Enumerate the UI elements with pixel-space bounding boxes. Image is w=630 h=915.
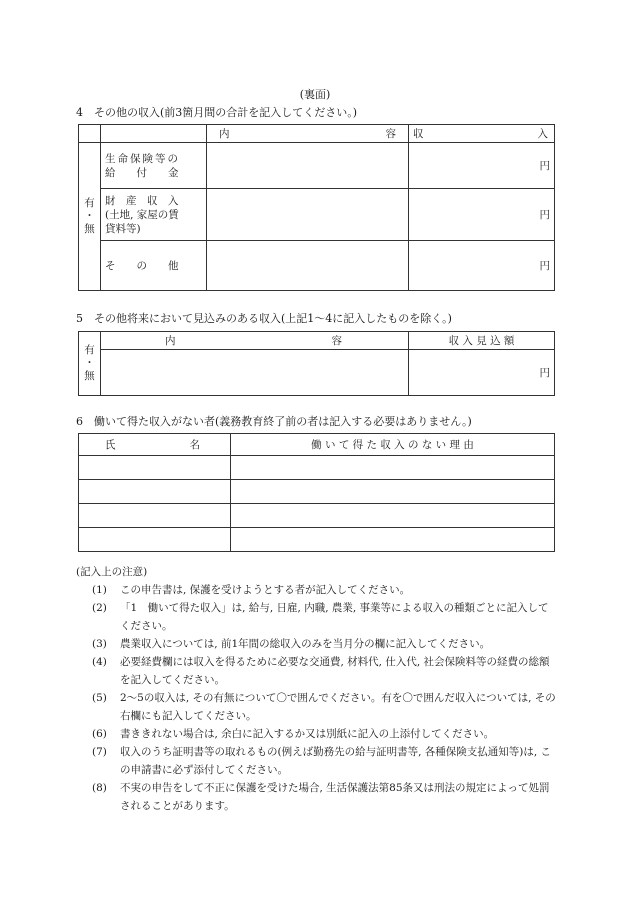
section6-heading: 6 働いて得た収入がない者(義務教育終了前の者は記入する必要はありません。) xyxy=(76,415,472,428)
section6-reason-cell[interactable] xyxy=(231,480,555,504)
section6-reason-cell[interactable] xyxy=(231,504,555,528)
section4-property-amount-cell[interactable] xyxy=(409,189,555,241)
section5-content-cell[interactable] xyxy=(101,350,409,396)
note-item: (3) 農業収入については, 前1年間の総収入のみを当月分の欄に記入してください。 xyxy=(92,638,491,650)
note-item: (4) 必要経費欄には収入を得るために必要な交通費, 材料代, 仕入代, 社会保険料等の経費の総額を記入してください。 xyxy=(92,656,550,686)
note-item: (7) 収入のうち証明書等の取れるもの(例えば勤務先の給与証明書等, 各種保険支払通知等)は, この申請書に必ず添付してください。 xyxy=(92,746,552,776)
notes-section xyxy=(78,563,558,815)
note-item: (1) この申告書は, 保護を受けようとする者が記入してください。 xyxy=(92,584,411,596)
section4-col-income: 収 入 xyxy=(409,125,555,143)
section4-label-insurance: 生命保険等の 給 付 金 xyxy=(101,143,207,189)
note-item: (8) 不実の申告をして不正に保護を受けた場合, 生活保護法第85条又は刑法の規定によって処罰されることがあります。 xyxy=(92,782,550,812)
note-item: (5) 2〜5の収入は, その有無について〇で囲んでください。有を〇で囲んだ収入については, その右欄にも記入してください。 xyxy=(92,692,556,722)
section5-table xyxy=(78,331,555,396)
section6-name-cell[interactable] xyxy=(79,504,231,528)
section4-property-content-cell[interactable] xyxy=(207,189,409,241)
section5-header-row xyxy=(79,332,555,350)
section6-name-cell[interactable] xyxy=(79,480,231,504)
note-item: (6) 書ききれない場合は, 余白に記入するか又は別紙に記入の上添付してください。 xyxy=(92,728,495,740)
section4-label-other: そ の 他 xyxy=(101,241,207,291)
section6-row xyxy=(79,480,555,504)
section5-yes-no[interactable]: 有 ・ 無 xyxy=(79,332,101,396)
section4-row-other xyxy=(79,241,555,291)
section5-col-content: 内 容 xyxy=(101,332,409,350)
page-title: (裏面) xyxy=(299,88,331,101)
notes-heading: (記入上の注意) xyxy=(76,566,148,578)
section6-name-cell[interactable] xyxy=(79,456,231,480)
section6-header-row xyxy=(79,434,555,456)
yen-unit: 円 xyxy=(539,209,550,221)
section4-row-property xyxy=(79,189,555,241)
section4-yes-no[interactable]: 有 ・ 無 xyxy=(79,143,101,291)
section4-row-insurance xyxy=(79,143,555,189)
section6-reason-cell[interactable] xyxy=(231,456,555,480)
section4-label-property: 財 産 収 入 (土地, 家屋の賃 貸料等) xyxy=(101,189,207,241)
section5-col-expected: 収 入 見 込 額 xyxy=(409,332,555,350)
section6-reason-cell[interactable] xyxy=(231,528,555,552)
section5-body-row xyxy=(79,350,555,396)
section6-name-cell[interactable] xyxy=(79,528,231,552)
section5-heading: 5 その他将来において見込みのある収入(上記1〜4に記入したものを除く。) xyxy=(76,312,452,325)
section4-header-row xyxy=(79,125,555,143)
section4-table xyxy=(78,124,555,291)
section6-col-reason: 働 い て 得 た 収 入 の な い 理 由 xyxy=(231,434,555,456)
section4-other-content-cell[interactable] xyxy=(207,241,409,291)
yen-unit: 円 xyxy=(539,260,550,272)
section4-col-content: 内 容 xyxy=(207,125,409,143)
section4-other-amount-cell[interactable] xyxy=(409,241,555,291)
section6-row xyxy=(79,528,555,552)
section4-heading: 4 その他の収入(前3箇月間の合計を記入してください。) xyxy=(76,106,358,119)
yen-unit: 円 xyxy=(539,160,550,172)
section6-table xyxy=(78,433,555,552)
section6-col-name: 氏 名 xyxy=(79,434,231,456)
note-item: (2) 「1 働いて得た収入」は, 給与, 日雇, 内職, 農業, 事業等による収入の種類ごとに記入してください。 xyxy=(92,602,549,632)
section5-amount-cell[interactable] xyxy=(409,350,555,396)
section4-insurance-amount-cell[interactable] xyxy=(409,143,555,189)
section4-insurance-content-cell[interactable] xyxy=(207,143,409,189)
yen-unit: 円 xyxy=(539,367,550,379)
section6-row xyxy=(79,456,555,480)
section6-row xyxy=(79,504,555,528)
